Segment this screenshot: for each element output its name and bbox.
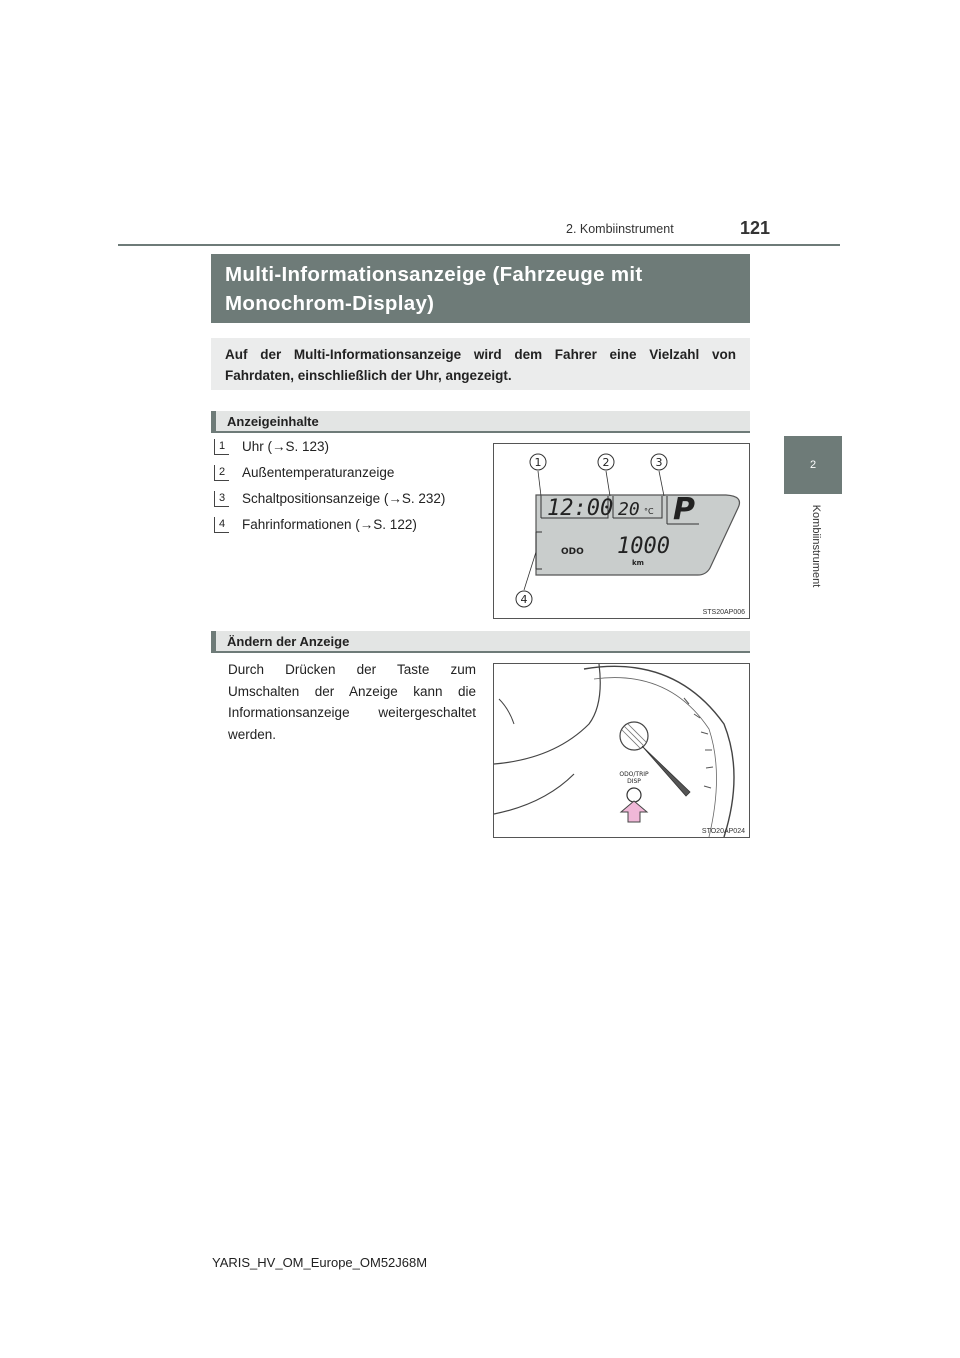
instruction-paragraph: Durch Drücken der Taste zum Umschalten der Anzeige kann die Informationsanzeige weitergeschaltet werden. [228, 662, 476, 742]
item-label: Uhr (→S. 123) [242, 439, 330, 454]
lcd-clock: 12:00 [547, 496, 614, 521]
subheading-anzeigeinhalte [211, 411, 750, 433]
right-gauge-inner [594, 678, 717, 837]
subheading-text: Anzeigeinhalte [227, 414, 319, 429]
callout-number: 3 [655, 456, 663, 469]
item-number: 2 [214, 465, 229, 481]
callout-leader [524, 552, 536, 590]
page-number: 121 [740, 218, 771, 238]
odo-trip-button [627, 788, 641, 802]
button-label-top: ODO/TRIP [619, 771, 649, 778]
lcd-temp: 20 [618, 499, 640, 520]
callout-leader [606, 471, 610, 496]
chapter-header: 2. Kombiinstrument [566, 222, 674, 236]
subheading-aendern [211, 631, 750, 653]
lcd-gear: P [673, 492, 695, 527]
callout-number: 1 [534, 456, 542, 469]
left-gauge-detail [499, 699, 514, 724]
gauge-needle [642, 746, 690, 796]
callout-leader [538, 471, 541, 496]
lcd-odo-value: 1000 [617, 534, 670, 559]
display-svg [494, 444, 749, 618]
cluster-illustration [493, 663, 750, 838]
figure-code: STO20AP024 [701, 828, 745, 835]
item-number: 1 [214, 439, 229, 455]
subheading-text: Ändern der Anzeige [227, 634, 350, 649]
section-title: Multi-Informationsanzeige (Fahrzeuge mit Monochrom-Display) [211, 254, 750, 323]
item-label: Außentemperaturanzeige [242, 465, 395, 480]
lcd-odo-label: ODO [561, 547, 584, 557]
item-number: 3 [214, 491, 229, 507]
press-arrow-icon [621, 801, 647, 822]
callout-number: 4 [520, 593, 528, 606]
lcd-odo-unit: km [632, 559, 644, 567]
header-rule [118, 244, 840, 246]
item-label: Schaltpositionsanzeige (→S. 232) [242, 491, 446, 506]
document-id: YARIS_HV_OM_Europe_OM52J68M [212, 1255, 428, 1270]
cluster-svg [494, 664, 749, 837]
callout-leader [659, 471, 664, 496]
chapter-tab: 2 [784, 436, 842, 494]
intro-box: Auf der Multi-Informationsanzeige wird dem Fahrer eine Vielzahl von Fahrdaten, einschließlich der Uhr, angezeigt. [211, 338, 750, 390]
display-illustration [493, 443, 750, 619]
button-label-bottom: DISP [627, 778, 641, 785]
item-label: Fahrinformationen (→S. 122) [242, 517, 417, 532]
subheading-bar [211, 631, 216, 651]
callout-number: 2 [602, 456, 610, 469]
gauge-ticks [684, 698, 713, 788]
subheading-bar [211, 411, 216, 431]
chapter-tab-label: Kombiinstrument [810, 504, 822, 588]
left-gauge-arc [494, 774, 574, 814]
item-number: 4 [214, 517, 229, 533]
lcd-temp-unit: °C [644, 507, 654, 516]
right-gauge-rim [584, 666, 734, 837]
figure-code: STS20AP006 [702, 609, 745, 616]
